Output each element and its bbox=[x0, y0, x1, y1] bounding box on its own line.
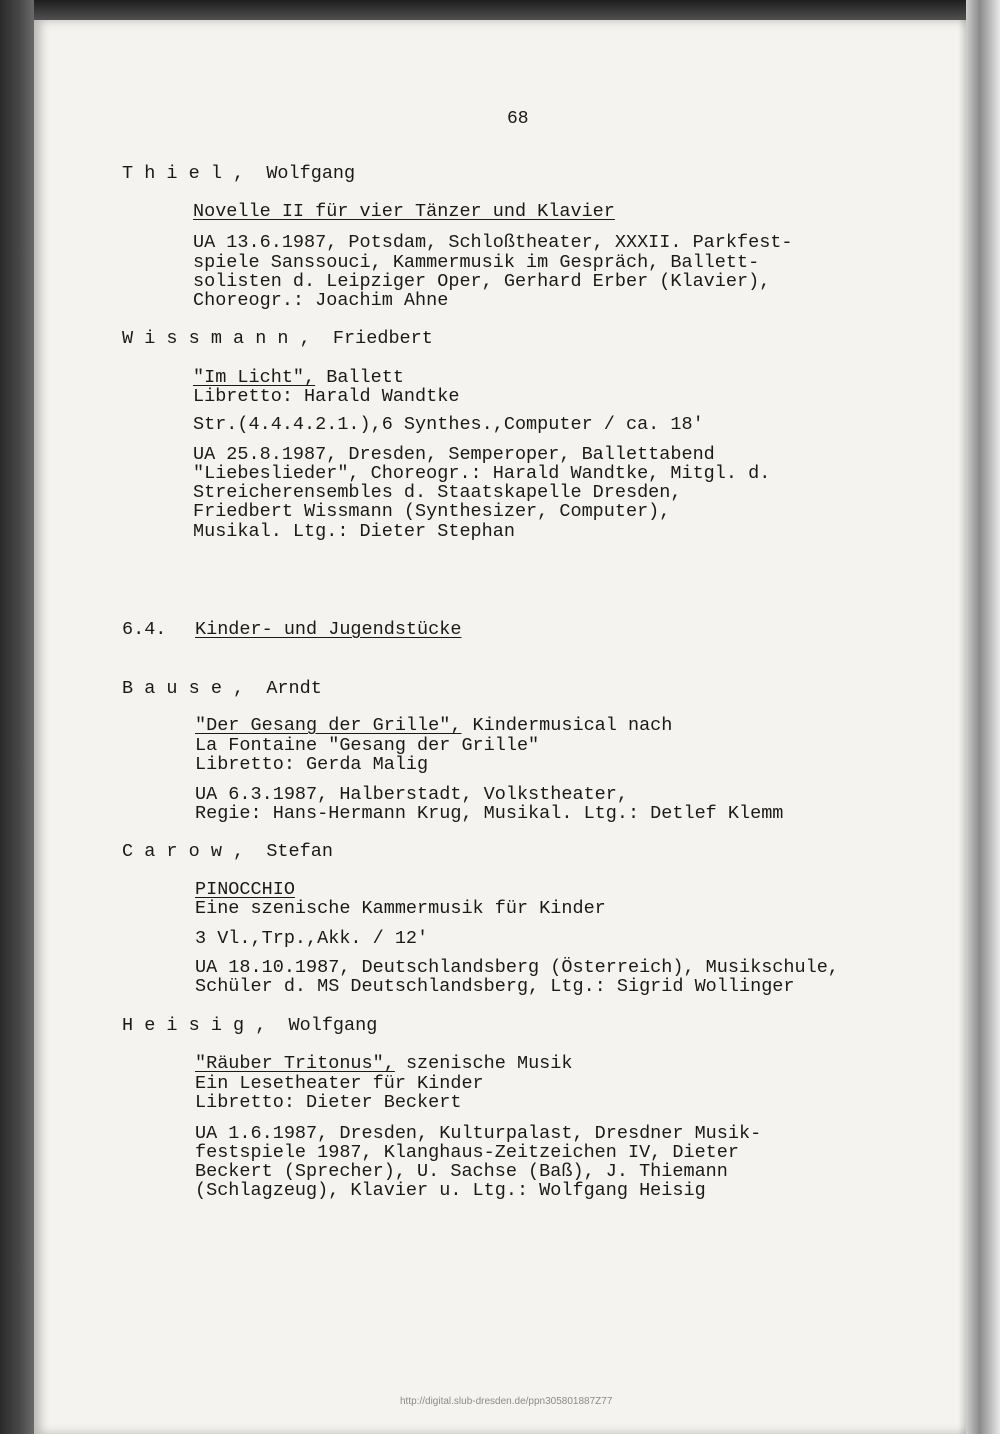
work-genre: Kindermusical nach bbox=[461, 715, 673, 736]
entry-line: Schüler d. MS Deutschlandsberg, Ltg.: Sigrid Wollinger bbox=[195, 976, 795, 997]
entry-line: Libretto: Harald Wandtke bbox=[193, 386, 460, 407]
work-title-line bbox=[195, 1054, 572, 1074]
scan-border-left bbox=[0, 0, 34, 1434]
work-title-line bbox=[193, 368, 404, 388]
section-number: 6.4. bbox=[122, 619, 167, 640]
entry-line: Libretto: Dieter Beckert bbox=[195, 1092, 462, 1113]
work-title: "Der Gesang der Grille", bbox=[195, 715, 462, 736]
instrumentation: 3 Vl.,Trp.,Akk. / 12' bbox=[195, 928, 429, 949]
composer-heading: H e i s i g , Wolfgang bbox=[122, 1015, 378, 1036]
entry-line: Ein Lesetheater für Kinder bbox=[195, 1073, 484, 1094]
composer-heading: C a r o w , Stefan bbox=[122, 841, 333, 862]
composer-heading: T h i e l , Wolfgang bbox=[122, 163, 356, 184]
digitization-url[interactable]: http://digital.slub-dresden.de/ppn305801887Z77 bbox=[400, 1396, 613, 1407]
work-title-line bbox=[195, 716, 672, 736]
composer-heading: B a u s e , Arndt bbox=[122, 678, 322, 699]
entry-line: UA 6.3.1987, Halberstadt, Volkstheater, bbox=[195, 784, 628, 805]
work-title: "Im Licht", bbox=[193, 367, 316, 388]
entry-line: La Fontaine "Gesang der Grille" bbox=[195, 735, 540, 756]
entry-line: (Schlagzeug), Klavier u. Ltg.: Wolfgang Heisig bbox=[195, 1180, 706, 1201]
entry-line: solisten d. Leipziger Oper, Gerhard Erber (Klavier), bbox=[193, 271, 771, 292]
composer-heading: W i s s m a n n , Friedbert bbox=[122, 328, 433, 349]
entry-line: UA 13.6.1987, Potsdam, Schloßtheater, XXXII. Parkfest- bbox=[193, 232, 793, 253]
entry-line: UA 25.8.1987, Dresden, Semperoper, Ballettabend bbox=[193, 444, 715, 465]
work-title: "Räuber Tritonus", bbox=[195, 1053, 395, 1074]
entry-line: festspiele 1987, Klanghaus-Zeitzeichen IV, Dieter bbox=[195, 1142, 739, 1163]
entry-line: Beckert (Sprecher), U. Sachse (Baß), J. Thiemann bbox=[195, 1161, 728, 1182]
entry-line: spiele Sanssouci, Kammermusik im Gespräch, Ballett- bbox=[193, 252, 760, 273]
entry-line: Eine szenische Kammermusik für Kinder bbox=[195, 898, 606, 919]
scan-border-top bbox=[0, 0, 1000, 22]
entry-line: Regie: Hans-Hermann Krug, Musikal. Ltg.: Detlef Klemm bbox=[195, 803, 784, 824]
work-genre: Ballett bbox=[315, 367, 404, 388]
entry-line: Choreogr.: Joachim Ahne bbox=[193, 290, 449, 311]
page-number: 68 bbox=[507, 109, 529, 129]
entry-line: Friedbert Wissmann (Synthesizer, Computer), bbox=[193, 501, 671, 522]
entry-line: Musikal. Ltg.: Dieter Stephan bbox=[193, 521, 515, 542]
work-title: PINOCCHIO bbox=[195, 879, 295, 900]
instrumentation: Str.(4.4.4.2.1.),6 Synthes.,Computer / ca. 18' bbox=[193, 414, 704, 435]
entry-line: UA 18.10.1987, Deutschlandsberg (Österreich), Musikschule, bbox=[195, 957, 839, 978]
section-title: Kinder- und Jugendstücke bbox=[195, 619, 462, 640]
entry-line: Libretto: Gerda Malig bbox=[195, 754, 429, 775]
work-title: Novelle II für vier Tänzer und Klavier bbox=[193, 201, 615, 222]
work-genre: szenische Musik bbox=[394, 1053, 573, 1074]
scan-border-right bbox=[966, 0, 1000, 1434]
entry-line: "Liebeslieder", Choreogr.: Harald Wandtke, Mitgl. d. bbox=[193, 463, 771, 484]
entry-line: UA 1.6.1987, Dresden, Kulturpalast, Dresdner Musik- bbox=[195, 1123, 762, 1144]
entry-line: Streicherensembles d. Staatskapelle Dresden, bbox=[193, 482, 682, 503]
